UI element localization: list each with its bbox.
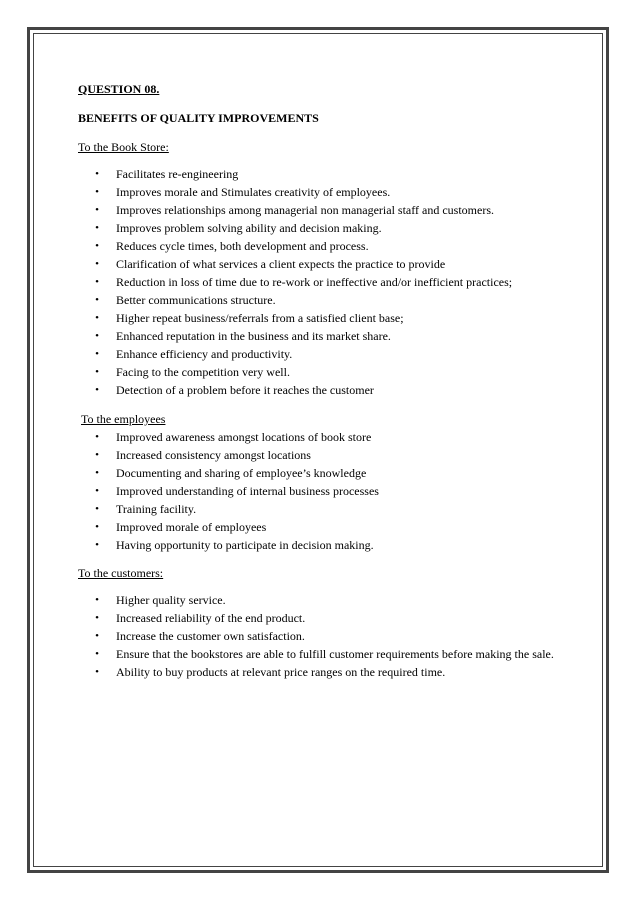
bullet-icon: • (95, 503, 99, 515)
bullet-icon: • (95, 467, 99, 479)
list-item-text: Increase the customer own satisfaction. (116, 629, 305, 643)
document-body (78, 80, 568, 681)
list-item-text: Better communications structure. (116, 293, 276, 307)
list-item-text: Higher repeat business/referrals from a satisfied client base; (116, 311, 404, 325)
bullet-icon: • (95, 594, 99, 606)
list-item-text: Increased consistency amongst locations (116, 448, 311, 462)
list-item-text: Reduction in loss of time due to re-work or ineffective and/or inefficient practices; (116, 275, 513, 289)
list-item (78, 591, 568, 609)
list-item (78, 255, 568, 273)
bullet-icon: • (95, 630, 99, 642)
bullet-icon: • (95, 366, 99, 378)
list-item (78, 363, 568, 381)
list-item (78, 165, 568, 183)
list-item-text: Increased reliability of the end product. (116, 611, 306, 625)
list-item-text: Enhance efficiency and productivity. (116, 347, 293, 361)
list-item-text: Improves morale and Stimulates creativity of employees. (116, 185, 391, 199)
list-item-text: Improved awareness amongst locations of book store (116, 430, 372, 444)
section-title-book-store: To the Book Store: (78, 140, 169, 154)
list-item-text: Documenting and sharing of employee’s knowledge (116, 466, 367, 480)
section-title-employees: To the employees (81, 412, 166, 426)
list-item-text: Improves relationships among managerial non managerial staff and customers. (116, 203, 494, 217)
list-item-text: Facing to the competition very well. (116, 365, 290, 379)
question-title: QUESTION 08. (78, 82, 160, 96)
bullet-icon: • (95, 449, 99, 461)
list-item-text: Having opportunity to participate in decision making. (116, 538, 374, 552)
list-item (78, 428, 568, 446)
bullet-icon: • (95, 539, 99, 551)
list-item (78, 309, 568, 327)
bullet-icon: • (95, 521, 99, 533)
customer-benefits-list (78, 591, 568, 681)
bullet-icon: • (95, 276, 99, 288)
list-item (78, 273, 568, 291)
list-item (78, 291, 568, 309)
bullet-icon: • (95, 666, 99, 678)
list-item (78, 446, 568, 464)
list-item-text: Higher quality service. (116, 593, 226, 607)
list-item (78, 482, 568, 500)
main-title: BENEFITS OF QUALITY IMPROVEMENTS (78, 111, 319, 125)
bullet-icon: • (95, 186, 99, 198)
bullet-icon: • (95, 204, 99, 216)
bullet-icon: • (95, 648, 99, 660)
list-item (78, 464, 568, 482)
bullet-icon: • (95, 312, 99, 324)
section-title-customers: To the customers: (78, 566, 164, 580)
list-item (78, 201, 568, 219)
list-item (78, 345, 568, 363)
bullet-icon: • (95, 294, 99, 306)
list-item (78, 327, 568, 345)
list-item-text: Ability to buy products at relevant price ranges on the required time. (116, 665, 446, 679)
list-item-text: Facilitates re-engineering (116, 167, 239, 181)
bullet-icon: • (95, 485, 99, 497)
book-store-benefits-list (78, 165, 568, 399)
list-item-text: Ensure that the bookstores are able to fulfill customer requirements before making the sale. (116, 647, 554, 661)
bullet-icon: • (95, 431, 99, 443)
list-item (78, 536, 568, 554)
list-item-text: Improves problem solving ability and decision making. (116, 221, 382, 235)
bullet-icon: • (95, 348, 99, 360)
bullet-icon: • (95, 384, 99, 396)
list-item (78, 627, 568, 645)
employee-benefits-list (78, 428, 568, 554)
bullet-icon: • (95, 330, 99, 342)
list-item-text: Clarification of what services a client expects the practice to provide (116, 257, 446, 271)
bullet-icon: • (95, 240, 99, 252)
list-item (78, 609, 568, 627)
list-item (78, 500, 568, 518)
list-item-text: Improved morale of employees (116, 520, 267, 534)
bullet-icon: • (95, 258, 99, 270)
list-item-text: Reduces cycle times, both development and process. (116, 239, 369, 253)
list-item (78, 183, 568, 201)
list-item-text: Training facility. (116, 502, 197, 516)
list-item-text: Improved understanding of internal business processes (116, 484, 379, 498)
bullet-icon: • (95, 222, 99, 234)
list-item-text: Detection of a problem before it reaches the customer (116, 383, 374, 397)
list-item (78, 219, 568, 237)
list-item (78, 237, 568, 255)
list-item (78, 645, 568, 663)
list-item-text: Enhanced reputation in the business and its market share. (116, 329, 391, 343)
bullet-icon: • (95, 612, 99, 624)
bullet-icon: • (95, 168, 99, 180)
list-item (78, 663, 568, 681)
list-item (78, 381, 568, 399)
list-item (78, 518, 568, 536)
